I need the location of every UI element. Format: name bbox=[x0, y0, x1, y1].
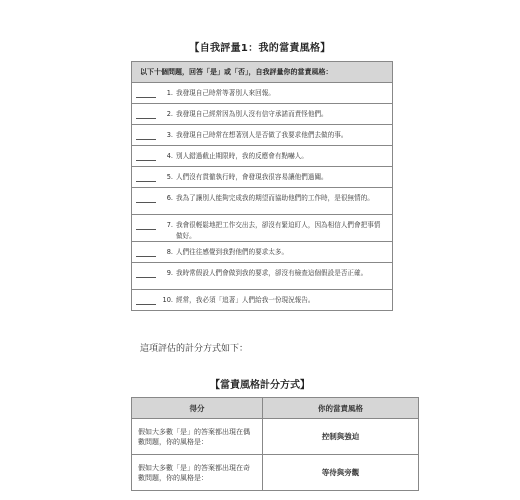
question-text: 人們往往感覺到我對他們的要求太多。 bbox=[176, 248, 289, 256]
question-number: 9. bbox=[166, 269, 173, 277]
question-number: 6. bbox=[166, 194, 173, 202]
question-number: 4. bbox=[166, 152, 173, 160]
answer-blank[interactable] bbox=[136, 296, 156, 305]
question-row bbox=[132, 83, 392, 104]
question-text: 我為了讓別人能夠完成我的期望而協助他們的工作時，是很無情的。 bbox=[176, 194, 374, 202]
answer-blank[interactable] bbox=[136, 89, 156, 98]
scoring-title: 【當責風格計分方式】 bbox=[210, 380, 310, 391]
question-text: 我時常假設人們會做到我的要求，卻沒有檢查這個假設是否正確。 bbox=[176, 269, 368, 277]
question-row bbox=[132, 125, 392, 146]
question-text: 經常，我必須「追著」人們給我一份現況報告。 bbox=[176, 296, 315, 304]
question-number: 7. bbox=[166, 221, 173, 229]
answer-blank[interactable] bbox=[136, 269, 156, 278]
question-number: 2. bbox=[166, 110, 173, 118]
answer-blank[interactable] bbox=[136, 131, 156, 140]
question-number: 8. bbox=[166, 248, 173, 256]
question-text: 我會很輕鬆地把工作交出去，卻沒有緊迫盯人，因為相信人們會把事情做好。 bbox=[176, 221, 381, 240]
answer-blank[interactable] bbox=[136, 194, 156, 203]
question-number: 3. bbox=[166, 131, 173, 139]
scoring-caption: 這項評估的計分方式如下： bbox=[140, 344, 249, 354]
assessment-instruction: 以下十個問題，回答「是」或「否」，自我評量你的當責風格： bbox=[132, 62, 392, 83]
question-text: 我發現自己經常因為別人沒有信守承諾而責怪他們。 bbox=[176, 110, 328, 118]
assessment-title: 【自我評量1：我的當責風格】 bbox=[189, 43, 331, 54]
question-row bbox=[132, 215, 392, 242]
question-row bbox=[132, 290, 392, 311]
question-text: 人們沒有貫徹執行時，會發現我很容易讓他們過關。 bbox=[176, 173, 328, 181]
scoring-style: 控制與強迫 bbox=[263, 419, 419, 455]
answer-blank[interactable] bbox=[136, 173, 156, 182]
question-number: 10. bbox=[162, 296, 173, 304]
question-row bbox=[132, 104, 392, 125]
question-number: 5. bbox=[166, 173, 173, 181]
answer-blank[interactable] bbox=[136, 248, 156, 257]
question-text: 別人錯過截止期限時，我的反應會有點嚇人。 bbox=[176, 152, 308, 160]
scoring-header-row bbox=[132, 398, 419, 419]
style-column-header: 你的當責風格 bbox=[263, 398, 419, 419]
scoring-condition: 假如大多數「是」的答案都出現在奇數問題，你的風格是： bbox=[132, 455, 263, 491]
question-text: 我發現自己時常等著別人來回報。 bbox=[176, 89, 275, 97]
scoring-style: 等待與旁觀 bbox=[263, 455, 419, 491]
question-row bbox=[132, 146, 392, 167]
answer-blank[interactable] bbox=[136, 221, 156, 230]
question-row bbox=[132, 167, 392, 188]
assessment-table bbox=[131, 61, 393, 311]
scoring-table bbox=[131, 397, 419, 491]
question-row bbox=[132, 188, 392, 215]
question-text: 我發現自己時常在想著別人是否做了我要求他們去做的事。 bbox=[176, 131, 348, 139]
answer-blank[interactable] bbox=[136, 152, 156, 161]
scoring-condition: 假如大多數「是」的答案都出現在偶數問題，你的風格是： bbox=[132, 419, 263, 455]
question-row bbox=[132, 263, 392, 290]
answer-blank[interactable] bbox=[136, 110, 156, 119]
score-column-header: 得分 bbox=[132, 398, 263, 419]
scoring-row bbox=[132, 419, 419, 455]
scoring-row bbox=[132, 455, 419, 491]
question-row bbox=[132, 242, 392, 263]
question-number: 1. bbox=[166, 89, 173, 97]
